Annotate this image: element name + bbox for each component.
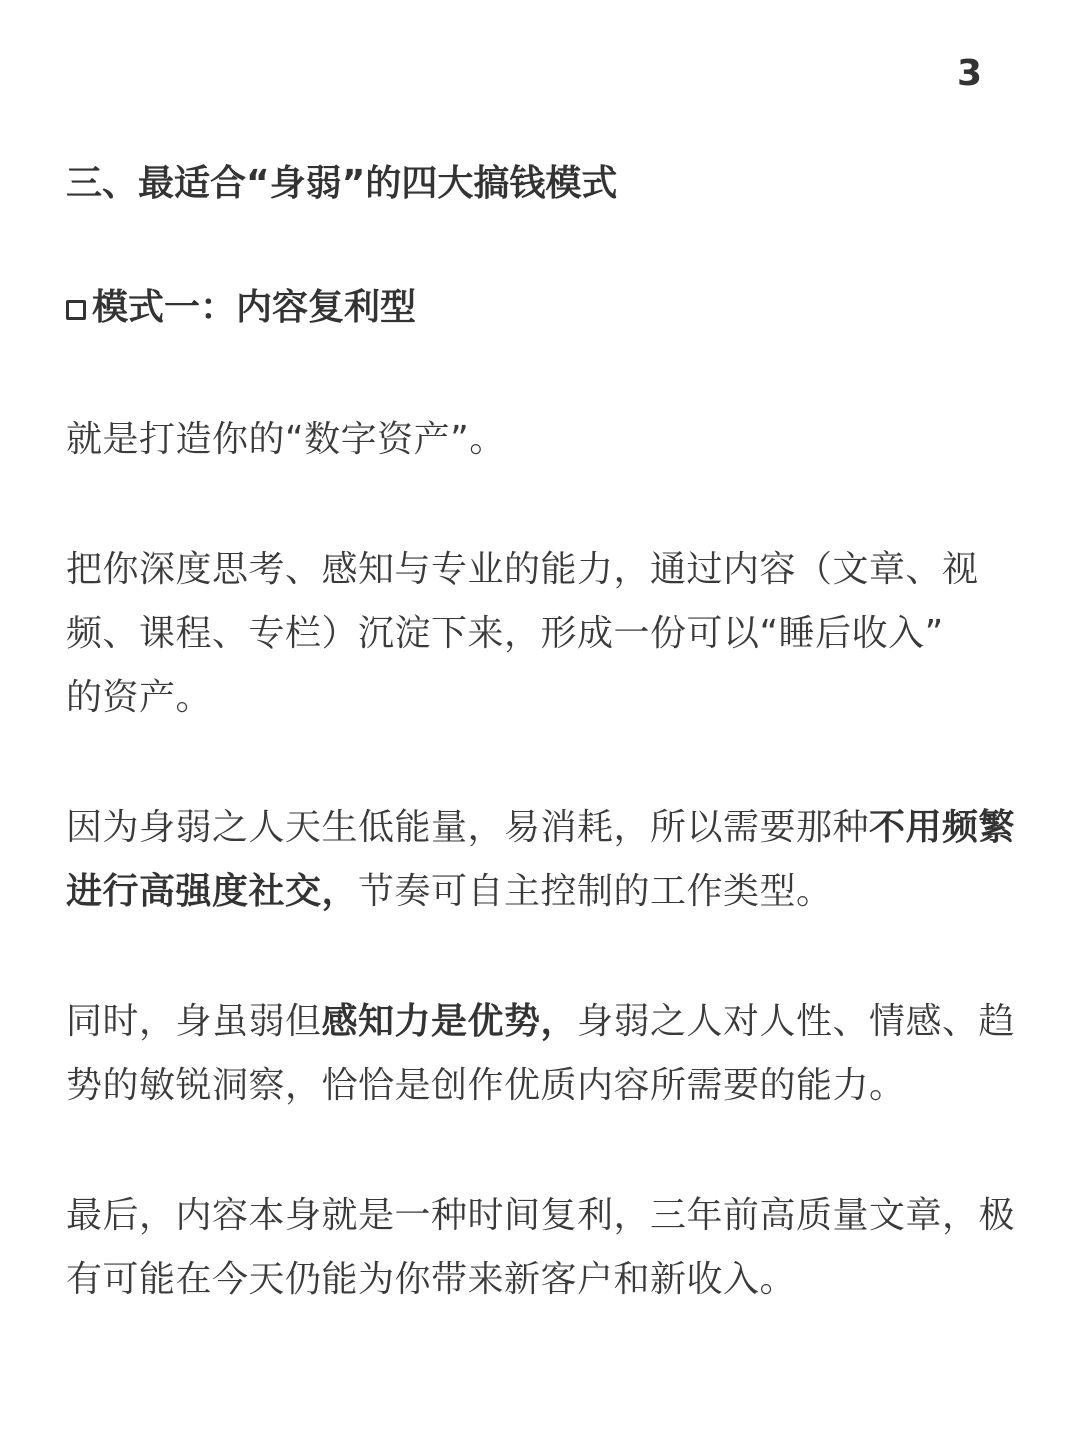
checkbox-icon xyxy=(66,300,86,320)
page-number: 3 xyxy=(956,53,982,94)
mode-title xyxy=(66,282,1026,334)
paragraph-3-bold: 不用频繁进行高强度社交， xyxy=(66,807,1016,912)
mode-title-text: 模式一：内容复利型 xyxy=(92,287,417,328)
section-title: 三、最适合“身弱”的四大搞钱模式 xyxy=(66,163,618,204)
paragraph-2 xyxy=(66,538,1026,730)
paragraph-5: 最后，内容本身就是一种时间复利，三年前高质量文章，极有可能在今天仍能为你带来新客户和新收入。 xyxy=(66,1195,1016,1300)
paragraph-4 xyxy=(66,990,1026,1118)
paragraph-3-text-b: 节奏可自主控制的工作类型。 xyxy=(358,871,833,912)
article-content xyxy=(66,158,1026,1378)
paragraph-3-text-a: 因为身弱之人天生低能量，易消耗，所以需要那种 xyxy=(66,807,870,848)
paragraph-1: 就是打造你的“数字资产”。 xyxy=(66,419,506,460)
paragraph-3 xyxy=(66,796,1026,924)
paragraph-2-line-2: 频、课程、专栏）沉淀下来，形成一份可以“睡后收入” xyxy=(66,613,944,654)
paragraph-2-line-3: 的资产。 xyxy=(66,677,213,718)
paragraph-2-line-1: 把你深度思考、感知与专业的能力，通过内容（文章、视 xyxy=(66,549,979,590)
paragraph-4-text-b: 身弱之人对人性、情感、趋势的敏锐洞察，恰恰是创作优质内容所需要的能力。 xyxy=(66,1001,1016,1106)
paragraph-4-text-a: 同时，身虽弱但 xyxy=(66,1001,322,1042)
paragraph-4-bold: 感知力是优势， xyxy=(321,1001,578,1042)
